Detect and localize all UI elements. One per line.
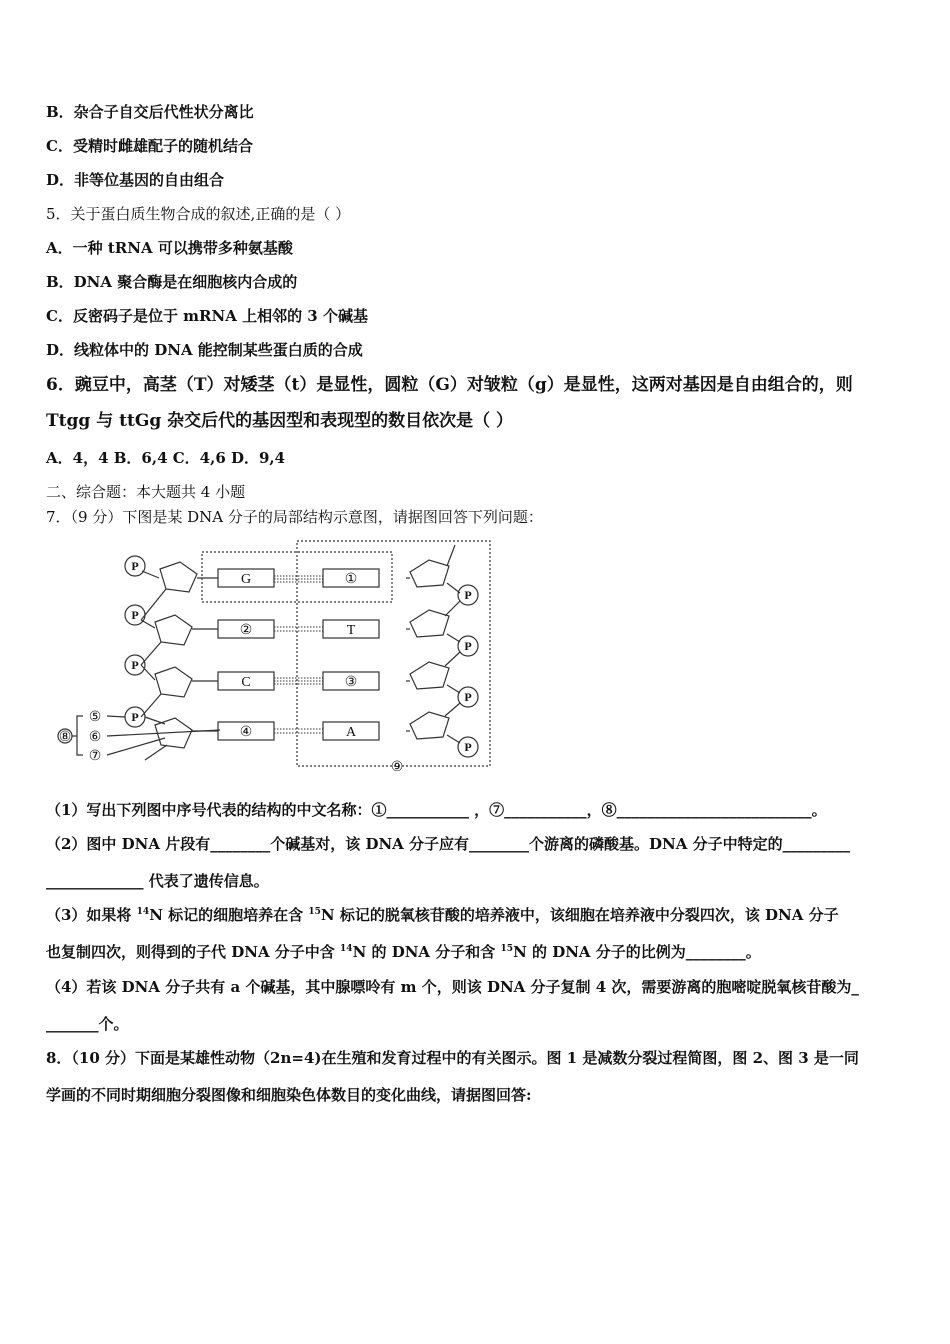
right-sugar-2 <box>410 610 449 637</box>
right-sugar-4 <box>410 712 449 739</box>
label-5: ⑤ <box>88 710 102 725</box>
q7-part1: （1）写出下列图中序号代表的结构的中文名称：①___________ ，⑦___________，⑧__________________________。 <box>46 801 827 819</box>
q7-part3-line2: 也复制四次，则得到的子代 DNA 分子中含 $^{14}$N 的 DNA 分子和含 $^{15}$N 的 DNA 分子的比例为________。 <box>46 943 761 961</box>
q5-stem: 5．关于蛋白质生物合成的叙述,正确的是（ ） <box>46 205 351 223</box>
q5-option-c: C．反密码子是位于 mRNA 上相邻的 3 个碱基 <box>46 307 368 325</box>
base-label-right-3: ③ <box>344 675 358 690</box>
right-sugar-1 <box>410 560 449 587</box>
phosphate-label: P <box>131 658 139 672</box>
base-label-right-2: T <box>346 623 356 638</box>
section-heading: 二、综合题：本大题共 4 小题 <box>46 483 246 501</box>
q7-part4-line2: _______个。 <box>46 1015 129 1033</box>
label-6: ⑥ <box>88 730 102 745</box>
q5-option-a: A．一种 tRNA 可以携带多种氨基酸 <box>46 239 293 257</box>
phosphate-label: P <box>464 740 472 754</box>
base-label-left-3: C <box>241 675 251 690</box>
q8-stem-line1: 8．（10 分）下面是某雄性动物（2n=4)在生殖和发育过程中的有关图示。图 1 是减数分裂过程简图，图 2、图 3 是一同 <box>46 1049 859 1067</box>
base-label-left-4: ④ <box>239 725 253 740</box>
label-8: ⑧ <box>58 730 72 745</box>
left-sugar-2 <box>155 615 192 645</box>
q8-stem-line2: 学画的不同时期细胞分裂图像和细胞染色体数目的变化曲线，请据图回答: <box>46 1086 532 1104</box>
base-label-left-2: ② <box>239 623 253 638</box>
phosphate-label: P <box>131 559 139 573</box>
base-label-left-1: G <box>240 572 252 587</box>
phosphate-label: P <box>131 710 139 724</box>
q7-part2-line2: _____________ 代表了遗传信息。 <box>46 872 269 890</box>
left-sugar-3 <box>155 667 192 697</box>
q6-stem-line1: 6．豌豆中，高茎（T）对矮茎（t）是显性，圆粒（G）对皱粒（g）是显性，这两对基因是自由组合的，则 <box>46 375 853 395</box>
label-9: ⑨ <box>390 760 404 775</box>
q4-option-d: D．非等位基因的自由组合 <box>46 171 225 189</box>
q5-option-d: D．线粒体中的 DNA 能控制某些蛋白质的合成 <box>46 341 363 359</box>
q7-part4-line1: （4）若该 DNA 分子共有 a 个碱基，其中腺嘌呤有 m 个，则该 DNA 分子复制 4 次，需要游离的胞嘧啶脱氧核苷酸为_ <box>46 978 859 996</box>
q6-options: A．4，4 B．6,4 C．4,6 D．9,4 <box>46 449 286 467</box>
q5-option-b: B．DNA 聚合酶是在细胞核内合成的 <box>46 273 298 291</box>
dna-structure-diagram <box>55 538 500 778</box>
q7-part3-line1: （3）如果将 $^{14}$N 标记的细胞培养在含 $^{15}$N 标记的脱氧核苷酸的培养液中，该细胞在培养液中分裂四次，该 DNA 分子 <box>46 906 839 924</box>
label-7: ⑦ <box>88 749 102 764</box>
q7-stem: 7．（9 分）下图是某 DNA 分子的局部结构示意图，请据图回答下列问题： <box>46 508 543 526</box>
q7-part2-line1: （2）图中 DNA 片段有________个碱基对，该 DNA 分子应有________个游离的磷酸基。DNA 分子中特定的_________ <box>46 835 851 853</box>
phosphate-label: P <box>464 639 472 653</box>
left-sugar-1 <box>160 562 197 592</box>
phosphate-label: P <box>131 608 139 622</box>
q6-stem-line2: Ttgg 与 ttGg 杂交后代的基因型和表现型的数目依次是（ ） <box>46 411 514 431</box>
q4-option-c: C．受精时雌雄配子的随机结合 <box>46 137 253 155</box>
base-label-right-1: ① <box>344 572 358 587</box>
base-label-right-4: A <box>345 725 357 740</box>
q4-option-b: B．杂合子自交后代性状分离比 <box>46 103 254 121</box>
right-sugar-3 <box>410 662 449 689</box>
phosphate-label: P <box>464 588 472 602</box>
phosphate-label: P <box>464 690 472 704</box>
